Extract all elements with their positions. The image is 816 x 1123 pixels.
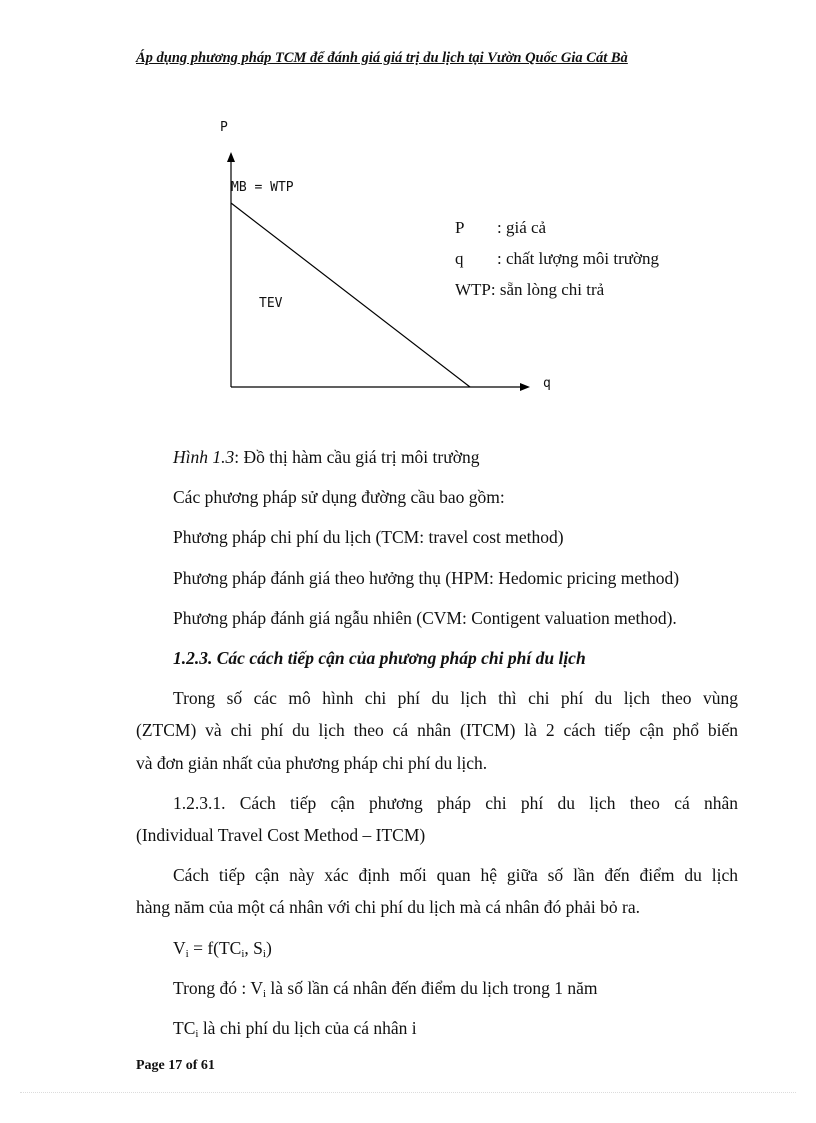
paragraph-1-line-2: (ZTCM) và chi phí du lịch theo cá nhân (ITCM) là 2 cách tiếp cận phổ biến <box>136 720 738 740</box>
section-heading: 1.2.3. Các cách tiếp cận của phương pháp chi phí du lịch <box>173 648 586 668</box>
formula-mid: , S <box>244 938 263 958</box>
method-item-tcm: Phương pháp chi phí du lịch (TCM: travel cost method) <box>173 527 564 547</box>
where-text: là số lần cá nhân đến điểm du lịch trong 1 năm <box>266 978 598 998</box>
formula-v: V <box>173 938 186 958</box>
paragraph-3-line-2: hàng năm của một cá nhân với chi phí du lịch mà cá nhân đó phải bỏ ra. <box>136 897 640 917</box>
where-prefix: Trong đó : V <box>173 978 263 998</box>
legend-key: P <box>455 218 465 237</box>
legend-text: : giá cả <box>497 218 547 237</box>
formula-eq: = f(TC <box>188 938 242 958</box>
paragraph-3-line-1: Cách tiếp cận này xác định mối quan hệ giữa số lần đến điểm du lịch <box>173 865 738 885</box>
x-axis-label: q <box>543 376 551 391</box>
legend-text: : sẵn lòng chi trả <box>490 280 605 299</box>
y-axis-arrow <box>227 152 235 162</box>
legend-row-p <box>455 212 659 243</box>
legend-key: WTP <box>455 280 491 299</box>
paragraph-intro: Các phương pháp sử dụng đường cầu bao gồm: <box>173 487 505 507</box>
formula-tc-sub: i <box>241 948 245 960</box>
demand-line <box>231 203 470 387</box>
footer-divider <box>20 1092 796 1093</box>
legend-key: q <box>455 249 464 268</box>
legend-text: : chất lượng môi trường <box>497 249 659 268</box>
figure-caption <box>136 441 738 473</box>
x-axis-arrow <box>520 383 530 391</box>
method-item-cvm: Phương pháp đánh giá ngẫu nhiên (CVM: Contigent valuation method). <box>173 608 677 628</box>
where-line <box>136 972 738 1010</box>
paragraph-1-line-3: và đơn giản nhất của phương pháp chi phí du lịch. <box>136 753 488 773</box>
figure-legend <box>455 212 659 305</box>
subsection-heading-line-1: 1.2.3.1. Cách tiếp cận phương pháp chi phí du lịch theo cá nhân <box>173 793 738 813</box>
paragraph-1-line-1: Trong số các mô hình chi phí du lịch thì chi phí du lịch theo vùng <box>173 688 738 708</box>
y-axis-label: P <box>220 120 228 135</box>
area-label: TEV <box>259 296 283 311</box>
page-header: Áp dụng phương pháp TCM để đánh giá giá trị du lịch tại Vườn Quốc Gia Cát Bà <box>136 50 628 66</box>
curve-label: MB = WTP <box>231 180 294 195</box>
page-footer: Page 17 of 61 <box>136 1058 215 1073</box>
formula-v-sub: i <box>185 948 189 960</box>
formula-s-sub: i <box>262 948 266 960</box>
formula <box>136 932 738 970</box>
tc-text: là chi phí du lịch của cá nhân i <box>198 1018 417 1038</box>
formula-end: ) <box>265 938 272 958</box>
caption-text: : Đồ thị hàm cầu giá trị môi trường <box>234 447 480 467</box>
caption-label: Hình 1.3 <box>173 447 235 467</box>
method-item-hpm: Phương pháp đánh giá theo hưởng thụ (HPM: Hedomic pricing method) <box>173 568 680 588</box>
legend-row-q <box>455 243 659 274</box>
tc-sub: i <box>195 1028 199 1040</box>
where-sub: i <box>262 988 267 1000</box>
subsection-heading-line-2: (Individual Travel Cost Method – ITCM) <box>136 825 426 845</box>
legend-row-wtp <box>455 274 659 305</box>
tc-prefix: TC <box>173 1018 196 1038</box>
tc-line <box>136 1012 738 1050</box>
